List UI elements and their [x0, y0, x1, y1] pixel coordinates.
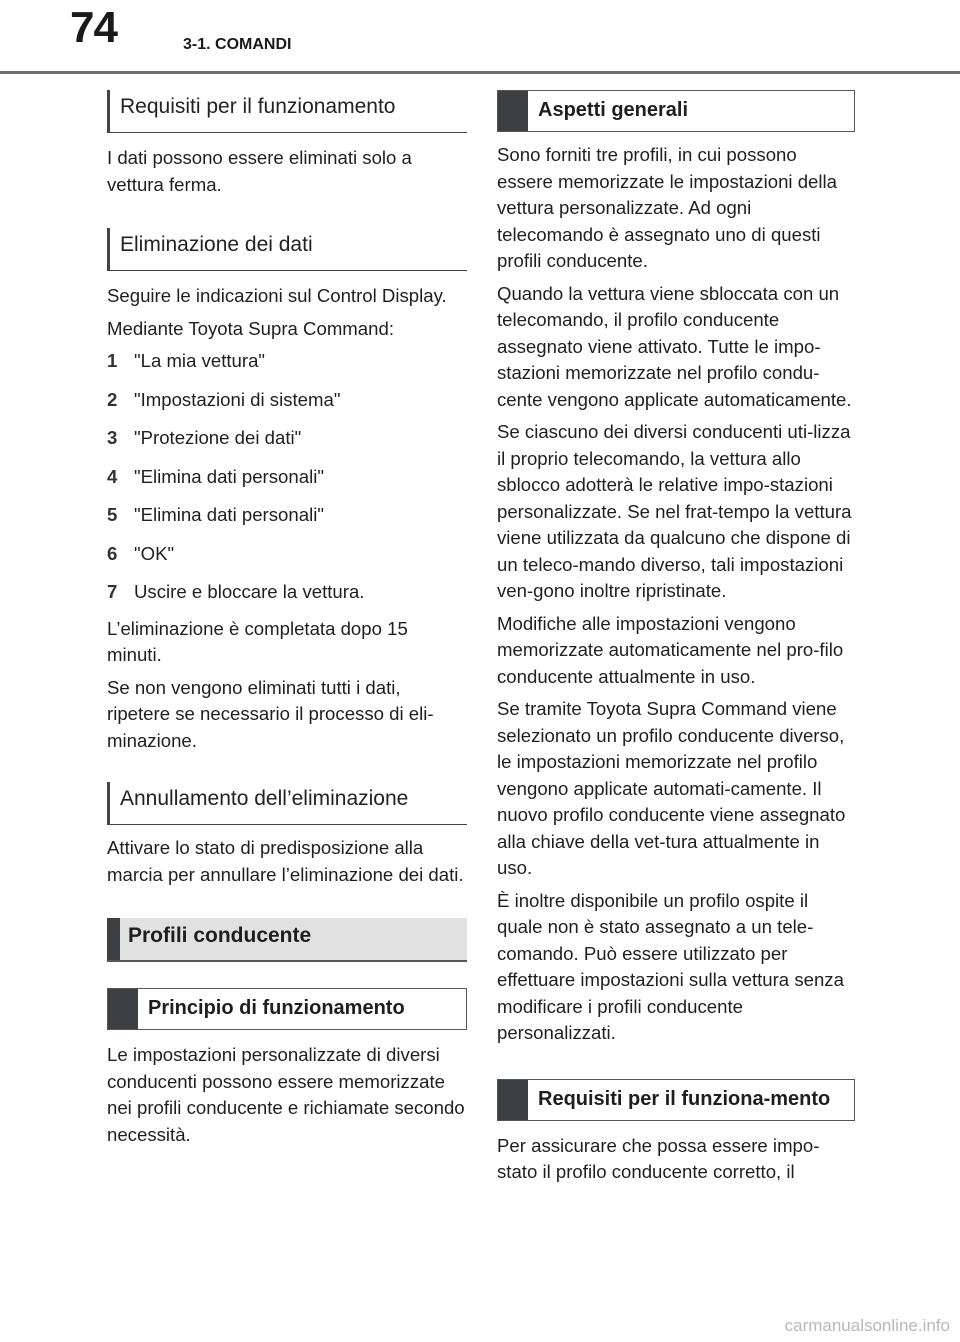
heading-principio — [107, 988, 467, 1030]
paragraph: I dati possono essere eliminati solo a vettura ferma. — [107, 147, 412, 195]
page-header — [0, 0, 960, 74]
heading-requisiti: Requisiti per il funzionamento — [107, 90, 467, 133]
right-column — [497, 90, 855, 1186]
step-number: 7 — [107, 581, 118, 602]
step-text: Uscire e bloccare la vettura. — [134, 581, 365, 602]
heading-bar — [498, 91, 528, 131]
paragraph: Quando la vettura viene sbloccata con un telecomando, il profilo conducente assegnato viene attivato. Tutte le impo-stazioni memorizzate nel profilo condu-cente vengono applicate automaticamente. — [497, 282, 852, 410]
paragraph: Mediante Toyota Supra Command: — [107, 317, 394, 339]
paragraph: Se ciascuno dei diversi conducenti uti-lizza il proprio telecomando, la vettura allo sblocco adotterà le relative impo-stazioni personalizzate. Se nel frat-tempo la vettura viene utilizzata da qualcuno che dispone di un teleco-mando diverso, tali impostazioni ven-gono inoltre ripristinate. — [497, 421, 852, 601]
paragraph: Modifiche alle impostazioni vengono memorizzate automaticamente nel pro-filo conducente attualmente in uso. — [497, 612, 844, 687]
list-item — [107, 425, 467, 452]
step-text: "Elimina dati personali" — [134, 465, 324, 487]
step-number: 6 — [107, 542, 118, 564]
list-item — [107, 541, 467, 568]
left-column — [107, 90, 467, 1148]
paragraph: Le impostazioni personalizzate di diversi conducenti possono essere memorizzate nei profili conducente e richiamate secondo necessità. — [107, 1044, 465, 1145]
paragraph: È inoltre disponibile un profilo ospite il quale non è stato assegnato a un tele-comando. Può essere utilizzato per effettuare impostazioni sulla vettura senza modificare i profili conducente personalizzati. — [497, 889, 844, 1043]
step-text: "Elimina dati personali" — [134, 504, 324, 525]
chapter-title: 3-1. COMANDI — [183, 36, 292, 53]
list-item — [107, 348, 467, 375]
subsection-title: Principio di funzionamento — [148, 997, 405, 1019]
subsection-title: Aspetti generali — [538, 99, 689, 121]
paragraph: L’eliminazione è completata dopo 15 minuti. — [107, 617, 408, 665]
paragraph: Se tramite Toyota Supra Command viene selezionato un profilo conducente diverso, le impostazioni memorizzate nel profilo vengono applicate automati-camente. Il nuovo profilo conducente viene assegnato alla chiave della vet-tura attualmente in uso. — [497, 698, 846, 878]
section-title: Profili conducente — [128, 924, 312, 947]
step-text: "Protezione dei dati" — [134, 427, 302, 448]
step-number: 5 — [107, 504, 118, 525]
step-text: "La mia vettura" — [134, 350, 266, 371]
step-text: "Impostazioni di sistema" — [134, 388, 341, 410]
paragraph: Attivare lo stato di predisposizione alla marcia per annullare l’eliminazione dei dati. — [107, 837, 464, 885]
list-item — [107, 502, 467, 529]
heading-bar — [108, 989, 138, 1029]
list-item — [107, 464, 467, 491]
heading-eliminazione: Eliminazione dei dati — [107, 228, 467, 271]
paragraph: Per assicurare che possa essere impo-stato il profilo conducente corretto, il — [497, 1134, 820, 1182]
header-divider — [0, 71, 960, 74]
page-number: 74 — [70, 3, 117, 52]
step-number: 2 — [107, 388, 118, 410]
heading-annullamento: Annullamento dell’eliminazione — [107, 782, 467, 825]
heading-bar — [107, 918, 120, 960]
heading-requisiti-funzionamento — [497, 1079, 855, 1121]
paragraph: Se non vengono eliminati tutti i dati, ripetere se necessario il processo di eli-minazione. — [107, 676, 434, 751]
section-heading-profili — [107, 918, 467, 962]
paragraph: Seguire le indicazioni sul Control Display. — [107, 285, 447, 306]
step-number: 4 — [107, 465, 118, 487]
paragraph: Sono forniti tre profili, in cui possono essere memorizzate le impostazioni della vettura personalizzate. Ad ogni telecomando è assegnato uno di questi profili conducente. — [497, 144, 837, 271]
list-item — [107, 579, 467, 606]
heading-bar — [498, 1080, 528, 1120]
subsection-title: Requisiti per il funziona-mento — [538, 1087, 831, 1110]
steps-list — [107, 348, 467, 606]
step-number: 3 — [107, 427, 118, 448]
heading-aspetti — [497, 90, 855, 132]
list-item — [107, 387, 467, 414]
step-number: 1 — [107, 350, 118, 371]
step-text: "OK" — [134, 542, 175, 564]
watermark: carmanualsonline.info — [784, 1316, 950, 1335]
